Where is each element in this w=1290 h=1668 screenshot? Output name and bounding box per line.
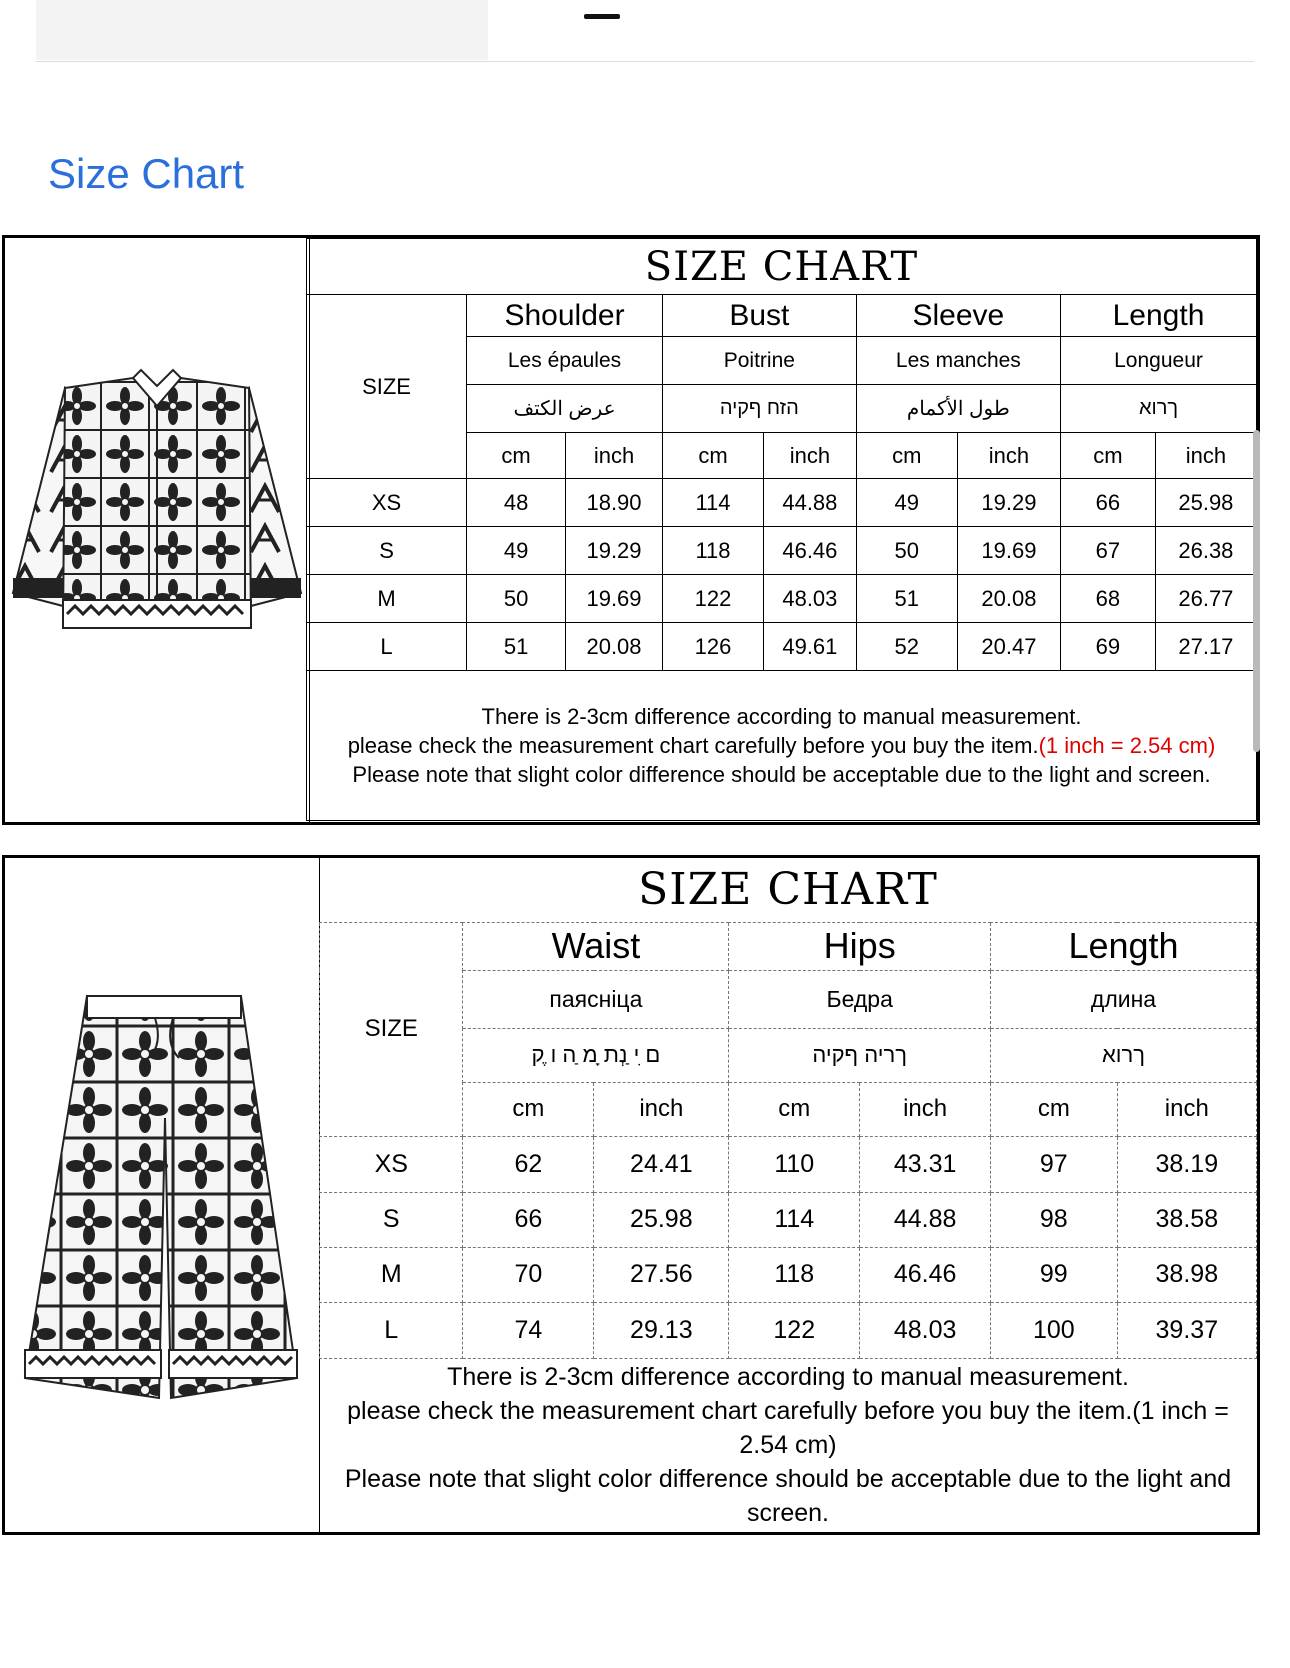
table-cell: 46.46 xyxy=(860,1247,991,1302)
table-cell: 70 xyxy=(463,1247,594,1302)
col-header-waist-he: ם ִי ַנְת ָמ ַה ו ֶק xyxy=(463,1028,729,1082)
table-cell: 51 xyxy=(467,623,566,671)
table-cell: 66 xyxy=(463,1192,594,1247)
unit-cm: cm xyxy=(1061,433,1156,479)
unit-cm: cm xyxy=(991,1082,1118,1136)
unit-cm: cm xyxy=(856,433,957,479)
table-cell: 25.98 xyxy=(594,1192,729,1247)
size-label: XS xyxy=(307,479,467,527)
table-cell: 49.61 xyxy=(764,623,857,671)
table-cell: 25.98 xyxy=(1155,479,1256,527)
table-row xyxy=(320,1192,1257,1247)
note-line-3: Please note that slight color difference should be acceptable due to the light and screen. xyxy=(352,762,1211,788)
col-header-sleeve-alt: طول الأكمام xyxy=(856,385,1060,433)
table-cell: 38.19 xyxy=(1117,1136,1256,1192)
size-header: SIZE xyxy=(320,922,463,1136)
col-header-hips: Hips xyxy=(729,922,991,970)
table-cell: 20.47 xyxy=(957,623,1060,671)
table-cell: 118 xyxy=(662,527,763,575)
measurement-note xyxy=(307,671,1257,821)
unit-inch: inch xyxy=(860,1082,991,1136)
section-title: Size Chart xyxy=(48,150,245,197)
table-cell: 67 xyxy=(1061,527,1156,575)
unit-inch: inch xyxy=(1117,1082,1256,1136)
table-cell: 19.29 xyxy=(957,479,1060,527)
table-cell: 20.08 xyxy=(957,575,1060,623)
table-cell: 20.08 xyxy=(566,623,663,671)
col-header-length-he: ךרוא xyxy=(991,1028,1257,1082)
table-cell: 110 xyxy=(729,1136,860,1192)
col-header-shoulder-fr: Les épaules xyxy=(467,337,663,385)
size-label: XS xyxy=(320,1136,463,1192)
col-header-length: Length xyxy=(991,922,1257,970)
table-cell: 74 xyxy=(463,1302,594,1358)
table-cell: 19.69 xyxy=(566,575,663,623)
col-header-length-fr: Longueur xyxy=(1061,337,1257,385)
table-cell: 52 xyxy=(856,623,957,671)
size-table-top xyxy=(306,238,1257,821)
table-row xyxy=(307,623,1257,671)
table-row xyxy=(320,1302,1257,1358)
tab-left[interactable] xyxy=(36,0,488,60)
col-header-length-ru: длина xyxy=(991,970,1257,1028)
col-header-hips-ru: Бедра xyxy=(729,970,991,1028)
chart-title: SIZE CHART xyxy=(320,858,1257,922)
size-chart-top xyxy=(2,235,1260,825)
unit-inch: inch xyxy=(594,1082,729,1136)
table-cell: 48 xyxy=(467,479,566,527)
col-header-sleeve: Sleeve xyxy=(856,295,1060,337)
tab-divider xyxy=(36,61,1254,62)
size-label: S xyxy=(307,527,467,575)
col-header-length-alt: ךרוא xyxy=(1061,385,1257,433)
table-cell: 118 xyxy=(729,1247,860,1302)
table-cell: 43.31 xyxy=(860,1136,991,1192)
table-cell: 27.17 xyxy=(1155,623,1256,671)
table-cell: 19.69 xyxy=(957,527,1060,575)
note-line-1: There is 2-3cm difference according to manual measurement. xyxy=(481,703,1082,729)
table-cell: 24.41 xyxy=(594,1136,729,1192)
unit-cm: cm xyxy=(467,433,566,479)
note-line-2: please check the measurement chart carefully before you buy the item. xyxy=(347,732,1039,758)
pants-illustration-icon xyxy=(5,858,319,1532)
col-header-bust-alt: הזח ףקיה xyxy=(662,385,856,433)
unit-inch: inch xyxy=(1155,433,1256,479)
table-cell: 48.03 xyxy=(860,1302,991,1358)
table-row xyxy=(320,1247,1257,1302)
pants-image xyxy=(5,858,320,1532)
table-cell: 18.90 xyxy=(566,479,663,527)
table-cell: 38.98 xyxy=(1117,1247,1256,1302)
col-header-length: Length xyxy=(1061,295,1257,337)
table-cell: 100 xyxy=(991,1302,1118,1358)
shirt-image xyxy=(5,238,310,822)
tab-bar xyxy=(36,0,1254,62)
table-cell: 38.58 xyxy=(1117,1192,1256,1247)
unit-cm: cm xyxy=(729,1082,860,1136)
table-cell: 69 xyxy=(1061,623,1156,671)
table-cell: 49 xyxy=(467,527,566,575)
table-cell: 29.13 xyxy=(594,1302,729,1358)
table-cell: 39.37 xyxy=(1117,1302,1256,1358)
table-cell: 68 xyxy=(1061,575,1156,623)
note-line-2: please check the measurement chart carefully before you buy the item.(1 inch = 2.54 cm) xyxy=(347,1397,1229,1460)
size-label: M xyxy=(320,1247,463,1302)
table-cell: 114 xyxy=(662,479,763,527)
size-label: L xyxy=(307,623,467,671)
table-cell: 50 xyxy=(467,575,566,623)
table-cell: 46.46 xyxy=(764,527,857,575)
unit-inch: inch xyxy=(764,433,857,479)
note-conversion: (1 inch = 2.54 cm) xyxy=(1038,732,1216,758)
table-cell: 44.88 xyxy=(860,1192,991,1247)
col-header-bust-fr: Poitrine xyxy=(662,337,856,385)
table-row xyxy=(307,479,1257,527)
table-cell: 122 xyxy=(729,1302,860,1358)
col-header-waist-ru: паясніца xyxy=(463,970,729,1028)
table-cell: 66 xyxy=(1061,479,1156,527)
table-cell: 126 xyxy=(662,623,763,671)
col-header-waist: Waist xyxy=(463,922,729,970)
col-header-bust: Bust xyxy=(662,295,856,337)
table-row xyxy=(307,527,1257,575)
table-cell: 62 xyxy=(463,1136,594,1192)
table-cell: 27.56 xyxy=(594,1247,729,1302)
size-chart-bottom xyxy=(2,855,1260,1535)
note-line-3: Please note that slight color difference should be acceptable due to the light and screen. xyxy=(344,1465,1232,1528)
table-cell: 44.88 xyxy=(764,479,857,527)
table-cell: 122 xyxy=(662,575,763,623)
size-label: L xyxy=(320,1302,463,1358)
col-header-shoulder: Shoulder xyxy=(467,295,663,337)
chart-title: SIZE CHART xyxy=(307,239,1257,295)
shirt-illustration-icon xyxy=(5,238,309,822)
size-label: S xyxy=(320,1192,463,1247)
unit-cm: cm xyxy=(463,1082,594,1136)
scrollbar[interactable] xyxy=(1253,430,1260,752)
table-cell: 50 xyxy=(856,527,957,575)
col-header-hips-he: ךריה ףקיה xyxy=(729,1028,991,1082)
table-cell: 48.03 xyxy=(764,575,857,623)
unit-inch: inch xyxy=(957,433,1060,479)
table-cell: 114 xyxy=(729,1192,860,1247)
table-row xyxy=(307,575,1257,623)
table-row xyxy=(320,1136,1257,1192)
col-header-shoulder-alt: عرض الكتف xyxy=(467,385,663,433)
table-cell: 98 xyxy=(991,1192,1118,1247)
size-table-bottom xyxy=(319,858,1257,1532)
table-cell: 26.77 xyxy=(1155,575,1256,623)
unit-inch: inch xyxy=(566,433,663,479)
unit-cm: cm xyxy=(662,433,763,479)
active-tab-indicator xyxy=(584,14,620,19)
note-line-1: There is 2-3cm difference according to manual measurement. xyxy=(447,1363,1129,1392)
table-cell: 19.29 xyxy=(566,527,663,575)
measurement-note xyxy=(320,1358,1257,1532)
size-label: M xyxy=(307,575,467,623)
col-header-sleeve-fr: Les manches xyxy=(856,337,1060,385)
table-cell: 49 xyxy=(856,479,957,527)
table-cell: 99 xyxy=(991,1247,1118,1302)
table-cell: 26.38 xyxy=(1155,527,1256,575)
table-cell: 97 xyxy=(991,1136,1118,1192)
table-cell: 51 xyxy=(856,575,957,623)
size-header: SIZE xyxy=(307,295,467,479)
